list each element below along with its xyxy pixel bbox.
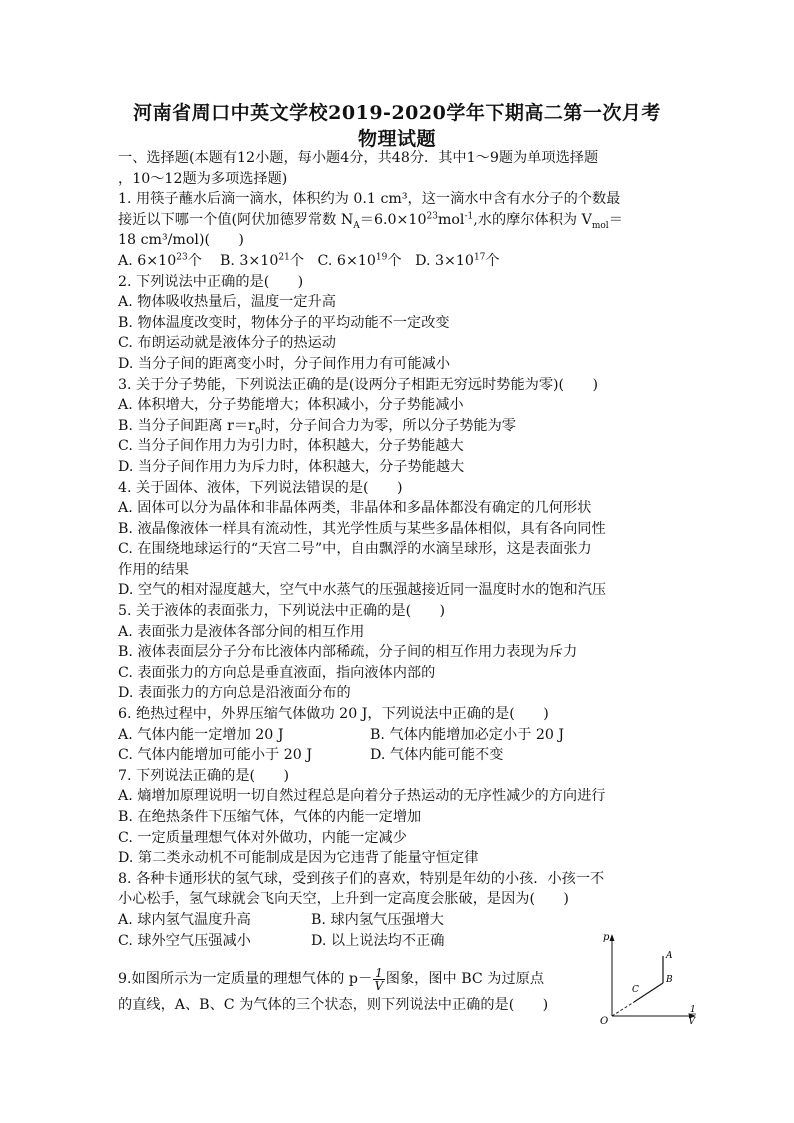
q5-option-b: B. 液体表面层分子分布比液体内部稀疏，分子间的相互作用力表现为斥力 [118, 644, 578, 661]
p-inverse-v-graph [592, 928, 704, 1028]
q3-option-c: C. 当分子间作用力为引力时，体积越大，分子势能越大 [118, 438, 464, 455]
q6-option-a: A. 气体内能一定增加 20 J [118, 726, 284, 743]
q4-option-c: C. 在围绕地球运行的“天宫二号”中，自由飘浮的水滴呈球形，这是表面张力 [118, 541, 592, 558]
q4-option-a: A. 固体可以分为晶体和非晶体两类，非晶体和多晶体都没有确定的几何形状 [118, 500, 592, 517]
x-axis-label-num: 1 [690, 1005, 696, 1015]
q4-option-b: B. 液晶像液体一样具有流动性，其光学性质与某些多晶体相似，具有各向同性 [118, 520, 606, 537]
point-a-label: A [666, 951, 673, 961]
q2-option-c: C. 布朗运动就是液体分子的热运动 [118, 335, 336, 352]
q5-option-a: A. 表面张力是液体各部分间的相互作用 [118, 623, 365, 640]
q6-options-cd [118, 745, 678, 766]
q4-stem: 4. 关于固体、液体，下列说法错误的是( ) [118, 479, 403, 496]
exam-subtitle: 物理试题 [357, 128, 436, 150]
section-intro-cont: ，10～12题为多项选择题) [118, 170, 288, 187]
q3-option-d: D. 当分子间作用力为斥力时，体积越大，分子势能越大 [118, 458, 465, 475]
point-b-label: B [666, 975, 673, 985]
q9-stem-cont: 的直线，A、B、C 为气体的三个状态，则下列说法中正确的是( ) [118, 997, 549, 1013]
q2-option-d: D. 当分子间的距离变小时，分子间作用力有可能减小 [118, 355, 451, 372]
q1-stem-line3: 18 cm³/mol)( ) [118, 232, 244, 249]
q2-option-a: A. 物体吸收热量后，温度一定升高 [118, 294, 336, 311]
q1-options [118, 251, 678, 272]
q6-option-c: C. 气体内能增加可能小于 20 J [118, 747, 313, 764]
q8-stem-cont: 小心松手，氢气球就会飞向天空，上升到一定高度会胀破，是因为( ) [118, 891, 569, 908]
q8-stem: 8. 各种卡通形状的氢气球，受到孩子们的喜欢，特别是年幼的小孩．小孩一不 [118, 870, 605, 887]
q1-option-b: B. $3\times 10^{21}$个 [219, 252, 305, 269]
origin-label: O [600, 1016, 609, 1027]
q1-stem: 1. 用筷子蘸水后滴一滴水，体积约为 0.1 cm³，这一滴水中含有水分子的个数最 [118, 191, 621, 208]
q9-block [118, 966, 608, 1018]
q4-option-c-cont: 作用的结果 [118, 561, 189, 578]
q2-option-b: B. 物体温度改变时，物体分子的平均动能不一定改变 [118, 314, 450, 331]
x-axis-label-den: V [688, 1017, 695, 1027]
q1-option-c: C. $6\times 10^{19}$个 [317, 252, 402, 269]
q4-option-d: D. 空气的相对湿度越大，空气中水蒸气的压强越接近同一温度时水的饱和汽压 [118, 582, 607, 599]
q5-option-c: C. 表面张力的方向总是垂直液面，指向液体内部的 [118, 664, 436, 681]
q7-option-b: B. 在绝热条件下压缩气体，气体的内能一定增加 [118, 809, 422, 825]
y-axis-arrow [610, 934, 615, 941]
q5-option-d: D. 表面张力的方向总是沿液面分布的 [118, 685, 351, 702]
q2-stem: 2. 下列说法中正确的是( ) [118, 273, 304, 290]
q8-option-c: C. 球外空气压强减小 [118, 932, 251, 949]
exam-title: 河南省周口中英文学校2019-2020学年下期高二第一次月考 [133, 102, 661, 124]
q8-option-a: A. 球内氢气温度升高 [118, 911, 251, 928]
y-axis-label: p [603, 932, 610, 943]
q3-option-a: A. 体积增大，分子势能增大；体积减小，分子势能减小 [118, 397, 464, 414]
q8-option-b: B. 球内氢气压强增大 [311, 911, 444, 928]
q7-option-d: D. 第二类永动机不可能制成是因为它违背了能量守恒定律 [118, 850, 479, 867]
question-list [118, 148, 678, 951]
point-c-label: C [632, 985, 639, 995]
q1-stem-line2: 接近以下哪一个值(阿伏加德罗常数 $N_A=6.0\times 10^{23}mol^{-1}$,水的摩尔体积为 $V_{mol}=$ [118, 211, 623, 231]
q6-option-b: B. 气体内能增加必定小于 20 J [370, 726, 565, 743]
q5-stem: 5. 关于液体的表面张力，下列说法中正确的是( ) [118, 603, 446, 620]
q6-options-ab [118, 725, 678, 746]
q7-option-c: C. 一定质量理想气体对外做功，内能一定减少 [118, 829, 407, 846]
q7-stem: 7. 下列说法正确的是( ) [118, 767, 289, 784]
q3-stem: 3. 关于分子势能，下列说法正确的是(设两分子相距无穷远时势能为零)( ) [118, 376, 599, 393]
section-intro: 一、选择题(本题有12小题，每小题4分，共48分．其中1～9题为单项选择题 [118, 150, 599, 166]
fraction-1-over-v: $\frac{1}{V}$ [374, 965, 384, 993]
dashed-line-oc [612, 1002, 634, 1016]
q3-option-b: B. 当分子间距离 $r=r_0$时，分子间合力为零，所以分子势能为零 [118, 417, 516, 437]
q1-option-d: D. $3\times 10^{17}$个 [415, 252, 500, 269]
q8-option-d: D. 以上说法均不正确 [311, 932, 445, 949]
q1-option-a: A. $6\times 10^{23}$个 [118, 252, 202, 269]
q9-stem: 9.如图所示为一定质量的理想气体的 p－ $\frac{1}{V}$ 图象，图中 BC 为过原点 [118, 965, 545, 993]
q6-option-d: D. 气体内能可能不变 [370, 747, 504, 764]
q6-stem: 6. 绝热过程中，外界压缩气体做功 20 J，下列说法中正确的是( ) [118, 706, 549, 723]
q7-option-a: A. 熵增加原理说明一切自然过程总是向着分子热运动的无序性减少的方向进行 [118, 788, 606, 805]
